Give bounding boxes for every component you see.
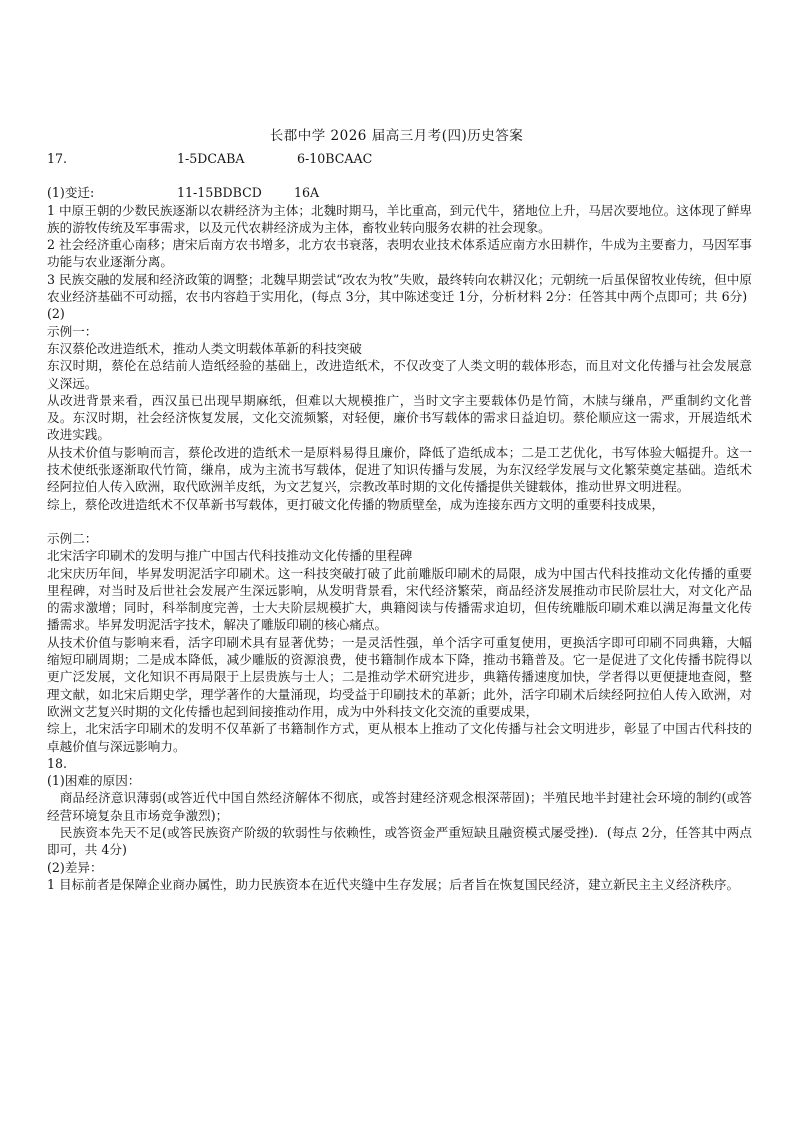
- mcq-row-2: [47, 184, 752, 201]
- paragraph: 1 目标前者是保障企业商办属性，助力民族资本在近代夹缝中生存发展；后者旨在恢复国民经济，建立新民主主义经济秩序。: [47, 876, 740, 892]
- paragraph: (1)困难的原因：: [47, 773, 141, 789]
- paragraph: 商品经济意识薄弱(或答近代中国自然经济解体不彻底，或答封建经济观念根深蒂固)；半殖民地半封建社会环境的制约(或答经营环境复杂且市场竞争激烈)；: [47, 790, 752, 823]
- mcq-row-1: [47, 150, 752, 167]
- mcq-answers-11-15: 11-15BDBCD: [177, 185, 262, 201]
- answer-content: [47, 150, 752, 893]
- paragraph: 北宋庆历年间，毕昇发明泥活字印刷术。这一科技突破打破了此前雕版印刷术的局限，成为中国古代科技推动文化传播的重要里程碑，对当时及后世社会发展产生深远影响，从发明背景看，宋代经济繁荣，商品经济发展推动市民阶层壮大，对文化产品的需求激增；同时，科举制度完善，士大夫阶层规模扩大，典籍阅读与传播需求迫切，但传统雕版印刷术难以满足海量文化传播需求。毕昇发明泥活字技术，解决了雕版印刷的核心痛点。: [47, 565, 752, 633]
- example-heading: 北宋活字印刷术的发明与推广中国古代科技推动文化传播的里程碑: [47, 548, 413, 564]
- paragraph: 示例二：: [47, 530, 98, 546]
- question-number: 17.: [47, 151, 68, 166]
- paragraph: 从改进背景来看，西汉虽已出现早期麻纸，但难以大规模推广，当时文字主要载体仍是竹简，木牍与缣帛，严重制约文化普及。东汉时期，社会经济恢复发展，文化交流频繁，对轻便，廉价书写载体的需求日益迫切。蔡伦顺应这一需求，开展造纸术改进实践。: [47, 392, 752, 443]
- page-title: 长郡中学 2026 届高三月考(四)历史答案: [269, 128, 524, 144]
- spacer: [47, 167, 752, 184]
- paragraph: 东汉时期，蔡伦在总结前人造纸经验的基础上，改进造纸术，不仅改变了人类文明的载体形态，而且对文化传播与社会发展意义深远。: [47, 358, 752, 391]
- paragraph: 3 民族交融的发展和经济政策的调整；北魏早期尝试“改农为牧”失败，最终转向农耕汉化；元朝统一后虽保留牧业传统，但中原农业经济基础不可动摇，农书内容趋于实用化，(每点 3分，其中陈述变迁 1分，分析材料 2分：任答其中两个点即可；共 6分): [47, 271, 752, 305]
- paragraph: 从技术价值与影响来看，活字印刷术具有显著优势；一是灵活性强，单个活字可重复使用，更换活字即可印刷不同典籍，大幅缩短印刷周期；二是成本降低，减少雕版的资源浪费，使书籍制作成本下降，推动书籍普及。它一是促进了文化传播书院得以更广泛发展，文化知识不再局限于上层贵族与士人；二是推动学术研究进步，典籍传播速度加快，学者得以更便捷地查阅，整理文献，如北宋后期史学，理学著作的大量涌现，均受益于印刷技术的革新；此外，活字印刷术后续经阿拉伯人传入欧洲，对欧洲文艺复兴时期的文化传播也起到间接推动作用，成为中外科技文化交流的重要成果，: [47, 634, 752, 719]
- paragraph: (2): [47, 306, 65, 322]
- paragraph: (2)差异：: [47, 859, 103, 875]
- paragraph: 综上，蔡伦改进造纸术不仅革新书写载体，更打破文化传播的物质壁垒，成为连接东西方文明的重要科技成果，: [47, 496, 665, 512]
- mcq-answers-1-5: 1-5DCABA: [177, 151, 245, 166]
- mcq-answer-16: 16A: [294, 185, 320, 201]
- mcq-answers-6-10: 6-10BCAAC: [297, 151, 373, 166]
- question-number: 18.: [47, 755, 68, 771]
- example-heading: 东汉蔡伦改进造纸术，推动人类文明载体革新的科技突破: [47, 340, 362, 356]
- spacer: [47, 513, 752, 530]
- paragraph: 2 社会经济重心南移；唐宋后南方农书增多，北方农书衰落，表明农业技术体系适应南方水田耕作，牛成为主要畜力，马因军事功能与农业逐渐分离。: [47, 237, 752, 270]
- sub-question-label: (1)变迁:: [47, 185, 95, 201]
- paragraph: 示例一：: [47, 323, 98, 339]
- paragraph: 从技术价值与影响而言，蔡伦改进的造纸术一是原料易得且廉价，降低了造纸成本；二是工艺优化，书写体验大幅提升。这一技术使纸张逐渐取代竹简，缣帛，成为主流书写载体，促进了知识传播与发展，为东汉经学发展与文化繁荣奠定基础。造纸术经阿拉伯人传入欧洲，取代欧洲羊皮纸，为文艺复兴，宗教改革时期的文化传播提供关键载体，推动世界文明进程。: [47, 444, 752, 495]
- paragraph: 1 中原王朝的少数民族逐渐以农耕经济为主体；北魏时期马，羊比重高，到元代牛，猪地位上升，马居次要地位。这体现了鲜卑族的游牧传统及军事需求，以及元代农耕经济成为主体，畜牧业转向服务农耕的社会现象。: [47, 202, 752, 235]
- paragraph: 综上，北宋活字印刷术的发明不仅革新了书籍制作方式，更从根本上推动了文化传播与社会文明进步，彰显了中国古代科技的卓越价值与深远影响力。: [47, 721, 752, 754]
- paragraph: 民族资本先天不足(或答民族资产阶级的软弱性与依赖性，或答资金严重短缺且融资模式屡受挫)．(每点 2分，任答其中两点即可，共 4分): [47, 824, 752, 858]
